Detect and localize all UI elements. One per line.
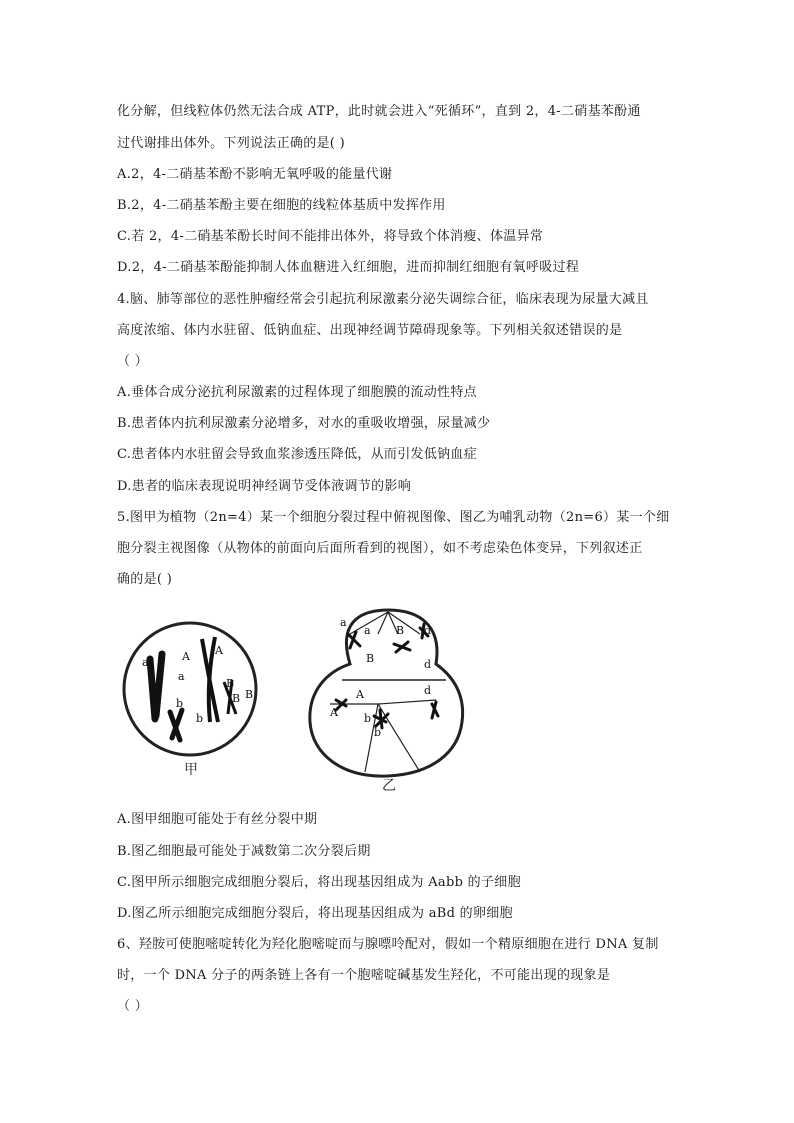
cell-jia (124, 623, 256, 778)
text-line: （ ） (117, 354, 149, 369)
text-line: C.患者体内水驻留会导致血浆渗透压降低，从而引发低钠血症 (117, 447, 478, 462)
gene-label: d (424, 658, 432, 671)
text-line: B.2，4-二硝基苯酚主要在细胞的线粒体基质中发挥作用 (117, 198, 446, 213)
gene-label: B (226, 677, 235, 690)
text-line: 5.图甲为植物（2n=4）某一个细胞分裂过程中俯视图像、图乙为哺乳动物（2n=6）某一个细 (117, 510, 670, 525)
gene-label: b (364, 712, 372, 725)
gene-label: A (330, 706, 338, 719)
text-line: 高度浓缩、体内水驻留、低钠血症、出现神经调节障碍现象等。下列相关叙述错误的是 (117, 323, 623, 338)
figure-label-yi: 乙 (382, 778, 396, 794)
text-line: A.垂体合成分泌抗利尿激素的过程体现了细胞膜的流动性特点 (117, 385, 477, 400)
text-line: C.若 2，4-二硝基苯酚长时间不能排出体外，将导致个体消瘦、体温异常 (117, 229, 544, 244)
text-line: A.2，4-二硝基苯酚不影响无氧呼吸的能量代谢 (117, 167, 393, 182)
gene-label: b (176, 697, 184, 710)
gene-label: b (374, 726, 382, 739)
text-line: 时，一个 DNA 分子的两条链上各有一个胞嘧啶碱基发生羟化，不可能出现的现象是 (117, 968, 611, 983)
gene-label: d (424, 684, 432, 697)
gene-label: a (364, 624, 371, 637)
gene-label: B (366, 652, 375, 665)
text-line: 6、羟胺可使胞嘧啶转化为羟化胞嘧啶而与腺嘌呤配对，假如一个精原细胞在进行 DNA 复制 (117, 937, 659, 952)
gene-label: B (396, 624, 405, 637)
text-line: 胞分裂主视图像（从物体的前面向后面所看到的视图），如不考虑染色体变异，下列叙述正 (117, 541, 643, 556)
gene-label: B (245, 688, 254, 701)
text-line: D.患者的临床表现说明神经调节受体液调节的影响 (117, 479, 411, 494)
text-line: B.患者体内抗利尿激素分泌增多，对水的重吸收增强，尿量减少 (117, 416, 491, 431)
text-line: B.图乙细胞最可能处于减数第二次分裂后期 (117, 844, 371, 859)
gene-label: a (340, 616, 347, 629)
cell-yi (310, 610, 463, 794)
text-line: D.图乙所示细胞完成细胞分裂后，将出现基因组成为 aBd 的卵细胞 (117, 906, 513, 921)
text-line: D.2，4-二硝基苯酚能抑制人体血糖进入红细胞，进而抑制红细胞有氧呼吸过程 (117, 260, 580, 275)
gene-label: B (232, 692, 241, 705)
cell-division-figure (120, 604, 470, 794)
gene-label: A (215, 644, 223, 657)
gene-label: A (356, 688, 364, 701)
text-line: 确的是( ) (117, 572, 173, 587)
gene-label: d (424, 624, 432, 637)
text-line: C.图甲所示细胞完成细胞分裂后，将出现基因组成为 Aabb 的子细胞 (117, 875, 521, 890)
text-line: 4.脑、肺等部位的恶性肿瘤经常会引起抗利尿激素分泌失调综合征，临床表现为尿量大减且 (117, 292, 649, 307)
text-line: 过代谢排出体外。下列说法正确的是( ) (117, 136, 345, 151)
text-line: 化分解，但线粒体仍然无法合成 ATP，此时就会进入“死循环”，直到 2，4-二硝基苯酚通 (117, 104, 641, 119)
figure-label-jia: 甲 (184, 762, 198, 778)
gene-label: b (196, 712, 204, 725)
gene-label: A (182, 650, 190, 663)
gene-label: a (142, 656, 149, 669)
text-line: （ ） (117, 999, 149, 1014)
gene-label: a (178, 670, 185, 683)
text-line: A.图甲细胞可能处于有丝分裂中期 (117, 812, 318, 827)
